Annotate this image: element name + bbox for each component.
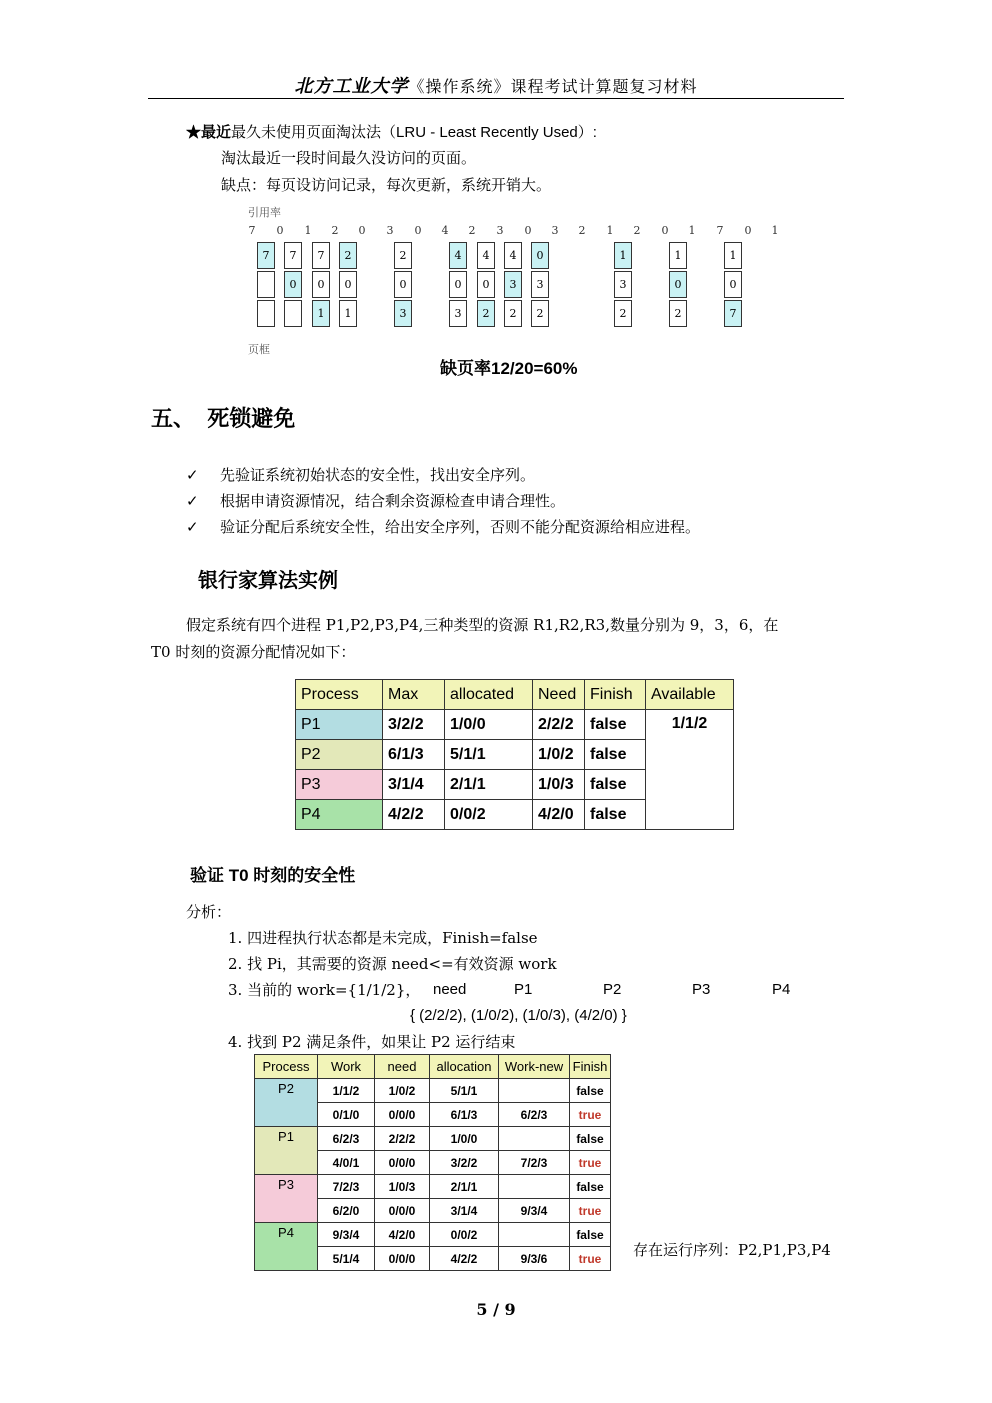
alloc-cell: 5/1/1 xyxy=(445,740,533,770)
frame-column xyxy=(312,242,330,329)
th-process: Process xyxy=(296,680,383,710)
frame-cell: 0 xyxy=(394,271,412,298)
need-cell: 2/2/2 xyxy=(375,1127,430,1151)
ref-item: 0 xyxy=(744,224,752,237)
frame-cell: 0 xyxy=(531,242,549,269)
finish-cell: true xyxy=(570,1103,611,1127)
frame-cell: 0 xyxy=(449,271,467,298)
work-new-cell: 7/2/3 xyxy=(499,1151,570,1175)
frame-column xyxy=(449,242,467,329)
ref-label: 引用率 xyxy=(248,206,281,219)
ref-item: 3 xyxy=(551,224,559,237)
frame-cell: 4 xyxy=(477,242,495,269)
frame-cell: 1 xyxy=(339,300,357,327)
need-cell: 4/2/0 xyxy=(375,1223,430,1247)
need-cell: 0/0/0 xyxy=(375,1199,430,1223)
process-cell: P1 xyxy=(255,1127,318,1175)
ref-item: 3 xyxy=(496,224,504,237)
step3-p3-label: P3 xyxy=(692,981,711,998)
frame-column xyxy=(724,242,742,329)
step3-p2-label: P2 xyxy=(603,981,622,998)
frame-cell: 2 xyxy=(477,300,495,327)
finish-cell: true xyxy=(570,1151,611,1175)
frame-cell: 3 xyxy=(504,271,522,298)
analysis-label: 分析： xyxy=(186,903,232,921)
frame-cell: 2 xyxy=(394,242,412,269)
ref-item: 7 xyxy=(716,224,724,237)
allocation-cell: 0/0/2 xyxy=(430,1223,499,1247)
allocation-cell: 6/1/3 xyxy=(430,1103,499,1127)
allocation-cell: 5/1/1 xyxy=(430,1079,499,1103)
ref-item: 0 xyxy=(661,224,669,237)
finish-cell: false xyxy=(570,1175,611,1199)
frame-cell xyxy=(257,271,275,298)
frame-column xyxy=(531,242,549,329)
frame-column xyxy=(394,242,412,329)
ref-item: 1 xyxy=(304,224,312,237)
available-cell: 1/1/2 xyxy=(646,710,734,830)
bullet-text: 先验证系统初始状态的安全性，找出安全序列。 xyxy=(220,466,536,484)
alloc-cell: 1/0/0 xyxy=(445,710,533,740)
work-new-cell xyxy=(499,1127,570,1151)
check-icon: ✓ xyxy=(186,466,199,484)
need-cell: 1/0/3 xyxy=(375,1175,430,1199)
finish-cell: false xyxy=(585,800,646,830)
frame-column xyxy=(504,242,522,329)
frame-column xyxy=(614,242,632,329)
frame-cell: 4 xyxy=(504,242,522,269)
max-cell: 4/2/2 xyxy=(383,800,445,830)
ref-item: 1 xyxy=(606,224,614,237)
lru-heading xyxy=(186,122,597,143)
section-5-title: 五、 死锁避免 xyxy=(151,406,296,431)
frame-label: 页框 xyxy=(248,343,270,356)
table-row xyxy=(255,1175,611,1199)
table-header-row xyxy=(296,680,734,710)
frame-cell: 1 xyxy=(669,242,687,269)
th-process: Process xyxy=(255,1055,318,1079)
work-cell: 4/0/1 xyxy=(318,1151,375,1175)
work-new-cell: 9/3/4 xyxy=(499,1199,570,1223)
ref-item: 4 xyxy=(441,224,449,237)
frame-cell: 7 xyxy=(284,242,302,269)
frame-column xyxy=(669,242,687,329)
process-cell: P4 xyxy=(296,800,383,830)
work-cell: 1/1/2 xyxy=(318,1079,375,1103)
th-need: need xyxy=(375,1055,430,1079)
work-new-cell xyxy=(499,1175,570,1199)
th-max: Max xyxy=(383,680,445,710)
fault-rate: 缺页率12/20=60% xyxy=(440,359,578,378)
th-allocation: allocation xyxy=(430,1055,499,1079)
finish-cell: false xyxy=(585,770,646,800)
frame-cell: 0 xyxy=(724,271,742,298)
ref-item: 2 xyxy=(578,224,586,237)
frame-cell: 2 xyxy=(339,242,357,269)
bullet-text: 根据申请资源情况，结合剩余资源检查申请合理性。 xyxy=(220,492,566,510)
finish-cell: false xyxy=(570,1223,611,1247)
max-cell: 3/2/2 xyxy=(383,710,445,740)
ref-item: 0 xyxy=(414,224,422,237)
frame-cell: 1 xyxy=(614,242,632,269)
university-logo: 北方工业大学 xyxy=(294,76,409,97)
work-new-cell xyxy=(499,1079,570,1103)
need-cell: 1/0/3 xyxy=(533,770,585,800)
frame-cell: 2 xyxy=(504,300,522,327)
need-cell: 1/0/2 xyxy=(375,1079,430,1103)
frame-column xyxy=(257,242,275,329)
frame-cell: 3 xyxy=(449,300,467,327)
allocation-table xyxy=(295,679,734,830)
frame-cell: 4 xyxy=(449,242,467,269)
alloc-cell: 0/0/2 xyxy=(445,800,533,830)
check-icon: ✓ xyxy=(186,492,199,510)
frame-cell: 2 xyxy=(614,300,632,327)
th-need: Need xyxy=(533,680,585,710)
work-new-cell: 6/2/3 xyxy=(499,1103,570,1127)
ref-item: 2 xyxy=(468,224,476,237)
frame-cell: 0 xyxy=(339,271,357,298)
process-cell: P4 xyxy=(255,1223,318,1271)
frame-cell xyxy=(257,300,275,327)
frame-cell: 7 xyxy=(257,242,275,269)
safe-sequence: 存在运行序列：P2,P1,P3,P4 xyxy=(633,1241,831,1259)
banker-title-wrap xyxy=(198,564,338,593)
work-new-cell xyxy=(499,1223,570,1247)
step-3: 3. 当前的 work={1/1/2}， xyxy=(228,981,421,999)
finish-cell: false xyxy=(570,1127,611,1151)
th-finish: Finish xyxy=(585,680,646,710)
section-title xyxy=(151,402,295,433)
finish-cell: false xyxy=(570,1079,611,1103)
ref-item: 2 xyxy=(633,224,641,237)
step-2: 2. 找 Pi，其需要的资源 need<=有效资源 work xyxy=(228,955,557,973)
ref-item: 2 xyxy=(331,224,339,237)
table-row xyxy=(296,710,734,740)
frame-cell: 0 xyxy=(669,271,687,298)
need-cell: 0/0/0 xyxy=(375,1103,430,1127)
safety-title: 验证 T0 时刻的安全性 xyxy=(190,866,356,885)
header-title: 《操作系统》课程考试计算题复习材料 xyxy=(408,77,698,96)
frame-cell: 2 xyxy=(669,300,687,327)
banker-para-1: 假定系统有四个进程 P1,P2,P3,P4,三种类型的资源 R1,R2,R3,数量分别为 9，3，6，在 xyxy=(186,616,779,634)
header-rule xyxy=(148,98,844,99)
frame-cell: 3 xyxy=(394,300,412,327)
lru-heading-text: 最久未使用页面淘汰法（LRU - Least Recently Used）: xyxy=(231,124,597,141)
page-number: 5 / 9 xyxy=(476,1300,516,1319)
bullet-text: 验证分配后系统安全性，给出安全序列，否则不能分配资源给相应进程。 xyxy=(220,518,701,536)
process-cell: P3 xyxy=(296,770,383,800)
frame-column xyxy=(284,242,302,329)
banker-title: 银行家算法实例 xyxy=(198,570,338,592)
alloc-cell: 2/1/1 xyxy=(445,770,533,800)
table-row xyxy=(255,1223,611,1247)
process-cell: P2 xyxy=(296,740,383,770)
step3-p1-label: P1 xyxy=(514,981,533,998)
needs-line: { (2/2/2), (1/0/2), (1/0/3), (4/2/0) } xyxy=(410,1007,627,1024)
ref-item: 0 xyxy=(358,224,366,237)
allocation-table-wrap xyxy=(295,679,734,830)
work-cell: 6/2/3 xyxy=(318,1127,375,1151)
frame-column xyxy=(339,242,357,329)
frame-cell: 1 xyxy=(724,242,742,269)
ref-item: 7 xyxy=(248,224,256,237)
table-row xyxy=(255,1079,611,1103)
page-header xyxy=(0,72,992,98)
check-icon: ✓ xyxy=(186,518,199,536)
need-cell: 2/2/2 xyxy=(533,710,585,740)
lru-line-1: 淘汰最近一段时间最久没访问的页面。 xyxy=(221,149,477,167)
need-cell: 1/0/2 xyxy=(533,740,585,770)
process-cell: P3 xyxy=(255,1175,318,1223)
bullet-2 xyxy=(186,491,565,511)
finish-cell: true xyxy=(570,1247,611,1271)
bullet-3 xyxy=(186,517,700,537)
safety-title-wrap xyxy=(190,861,355,886)
finish-cell: false xyxy=(585,740,646,770)
frame-cell: 3 xyxy=(531,271,549,298)
step3-need-label: need xyxy=(433,981,467,998)
ref-item: 0 xyxy=(276,224,284,237)
need-cell: 4/2/0 xyxy=(533,800,585,830)
step3-p4-label: P4 xyxy=(772,981,791,998)
frame-cell xyxy=(284,300,302,327)
allocation-cell: 2/1/1 xyxy=(430,1175,499,1199)
th-available: Available xyxy=(646,680,734,710)
work-cell: 9/3/4 xyxy=(318,1223,375,1247)
bullet-1 xyxy=(186,465,535,485)
need-cell: 0/0/0 xyxy=(375,1151,430,1175)
need-cell: 0/0/0 xyxy=(375,1247,430,1271)
lru-line-2: 缺点：每页设访问记录，每次更新，系统开销大。 xyxy=(221,176,552,194)
max-cell: 6/1/3 xyxy=(383,740,445,770)
frame-cell: 0 xyxy=(477,271,495,298)
frame-cell: 7 xyxy=(312,242,330,269)
step-1: 1. 四进程执行状态都是未完成，Finish=false xyxy=(228,929,538,947)
finish-cell: true xyxy=(570,1199,611,1223)
work-new-cell: 9/3/6 xyxy=(499,1247,570,1271)
safety-table xyxy=(254,1054,611,1271)
step-4: 4. 找到 P2 满足条件，如果让 P2 运行结束 xyxy=(228,1033,516,1051)
frame-cell: 2 xyxy=(531,300,549,327)
ref-item: 0 xyxy=(524,224,532,237)
work-cell: 6/2/0 xyxy=(318,1199,375,1223)
frame-cell: 3 xyxy=(614,271,632,298)
max-cell: 3/1/4 xyxy=(383,770,445,800)
ref-item: 3 xyxy=(386,224,394,237)
finish-cell: false xyxy=(585,710,646,740)
process-cell: P1 xyxy=(296,710,383,740)
table-header-row xyxy=(255,1055,611,1079)
frame-cell: 0 xyxy=(284,271,302,298)
work-cell: 5/1/4 xyxy=(318,1247,375,1271)
frame-column xyxy=(477,242,495,329)
ref-item: 1 xyxy=(688,224,696,237)
th-finish: Finish xyxy=(570,1055,611,1079)
frame-cell: 7 xyxy=(724,300,742,327)
th-allocated: allocated xyxy=(445,680,533,710)
frame-cell: 0 xyxy=(312,271,330,298)
th-work-new: Work-new xyxy=(499,1055,570,1079)
ref-item: 1 xyxy=(771,224,779,237)
allocation-cell: 1/0/0 xyxy=(430,1127,499,1151)
work-cell: 0/1/0 xyxy=(318,1103,375,1127)
process-cell: P2 xyxy=(255,1079,318,1127)
lru-heading-strong: ★最近 xyxy=(186,123,232,141)
banker-para-2: T0 时刻的资源分配情况如下： xyxy=(151,643,356,661)
th-work: Work xyxy=(318,1055,375,1079)
allocation-cell: 3/2/2 xyxy=(430,1151,499,1175)
safety-table-wrap xyxy=(254,1054,611,1271)
frame-cell: 1 xyxy=(312,300,330,327)
allocation-cell: 3/1/4 xyxy=(430,1199,499,1223)
allocation-cell: 4/2/2 xyxy=(430,1247,499,1271)
work-cell: 7/2/3 xyxy=(318,1175,375,1199)
table-row xyxy=(255,1127,611,1151)
